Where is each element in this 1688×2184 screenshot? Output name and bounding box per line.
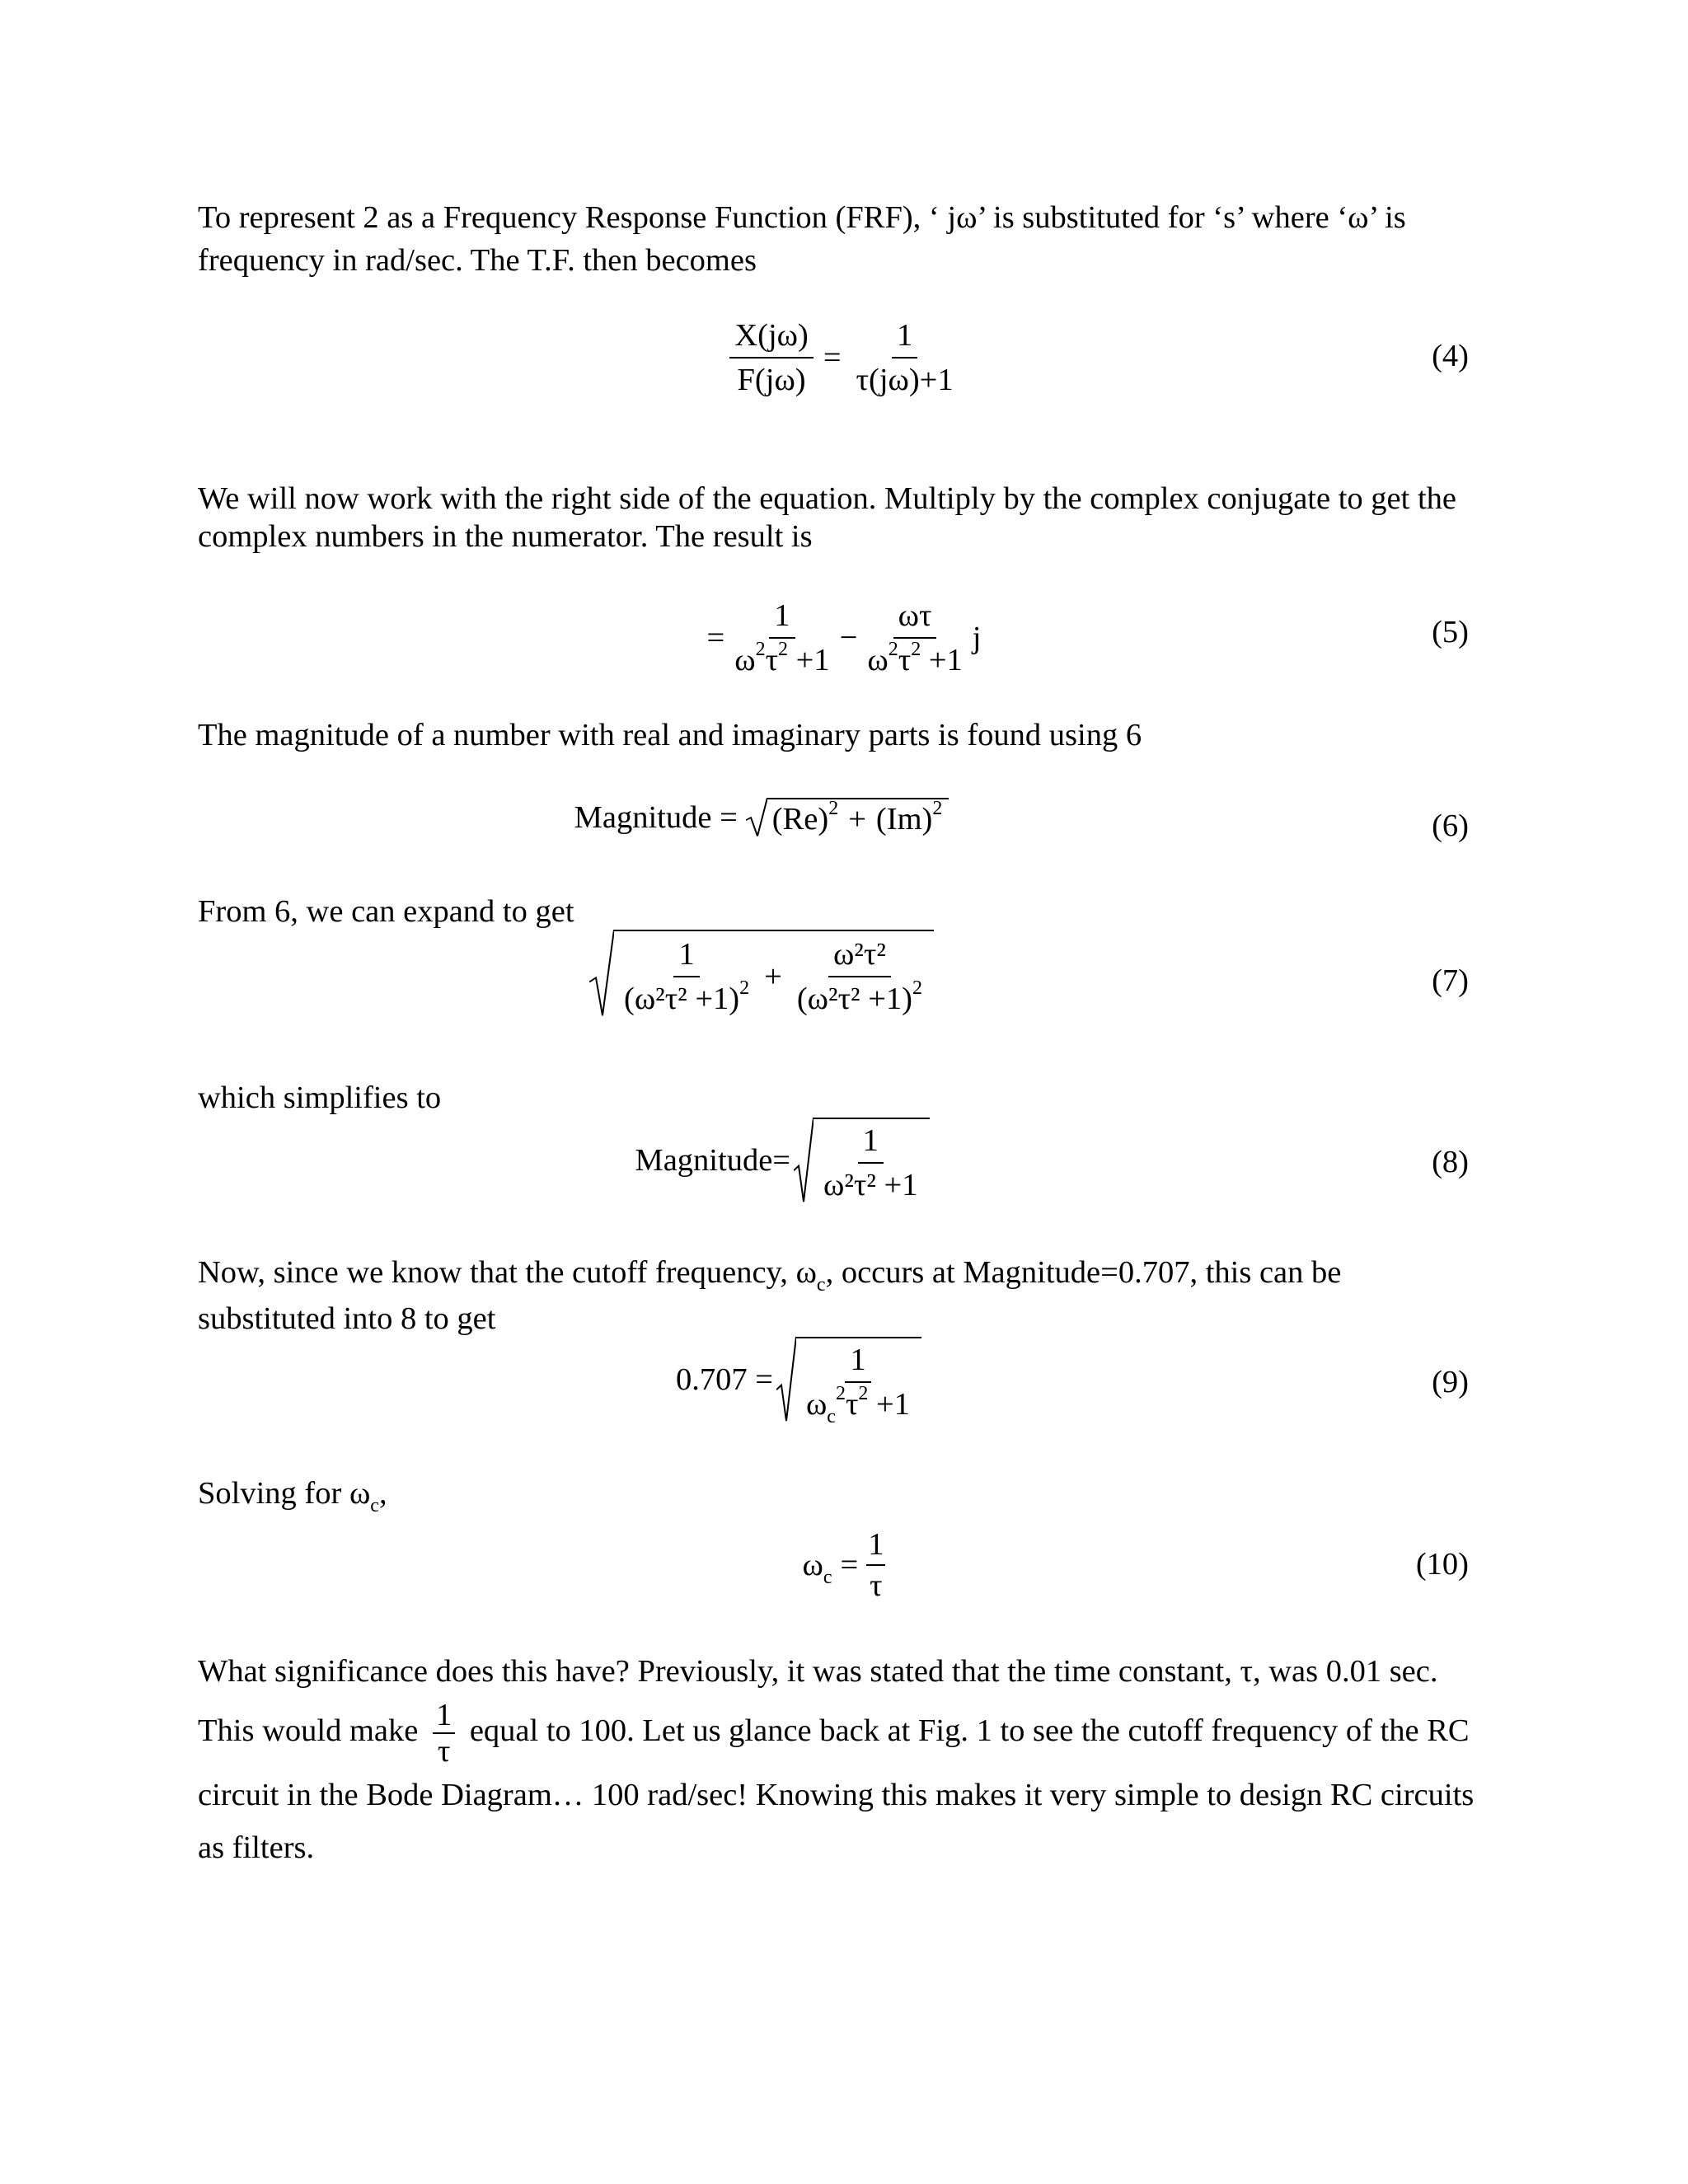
eq6-real-part: $(Re)^2$: [771, 798, 839, 837]
paragraph-solving: Solving for $\omega_c$,: [198, 1476, 387, 1516]
eq4-lhs-numerator: X(jω): [729, 317, 813, 359]
eq8-label: Magnitude=: [635, 1143, 790, 1178]
omega-symbol: ω: [734, 643, 756, 677]
eq4-rhs-numerator: 1: [892, 317, 917, 359]
radical-sign-icon: [746, 798, 767, 837]
eq4-rhs-denominator: τ(jω)+1: [856, 363, 954, 397]
tau-symbol: τ: [898, 643, 912, 677]
eq4-lhs-fraction: [729, 317, 813, 398]
equation-number-10: (10): [1415, 1547, 1469, 1582]
eq10-equals: =: [840, 1548, 859, 1582]
eq6-label: Magnitude =: [574, 800, 738, 835]
eq8-denominator: ω²τ² +1: [823, 1168, 918, 1202]
omega-c-symbol: $\omega_c$: [795, 1255, 826, 1296]
eq10-numerator: 1: [866, 1526, 885, 1566]
eq5-imag-denominator: $\omega^2\tau^2 +1$: [867, 639, 963, 677]
paragraph-cutoff-frequency: Now, since we know that the cutoff frequency, $\omega_c$, occurs at Magnitude=0.707, this can be substituted into 8 to get: [198, 1255, 1342, 1336]
paragraph-expand: From 6, we can expand to get: [198, 894, 574, 929]
eq5-imag-numerator: ωτ: [893, 598, 937, 639]
eq9-numerator: 1: [845, 1342, 870, 1383]
eq6-plus: +: [848, 802, 866, 837]
eq7-plus: +: [764, 959, 782, 994]
eq9-fraction: [801, 1342, 915, 1427]
radical-sign-icon: [794, 1118, 814, 1203]
eq5-real-denominator: $\omega^2\tau^2 +1$: [734, 639, 830, 677]
one-over-tau-fraction: $\frac{1}{\tau}$: [433, 1698, 455, 1769]
eq7-denominator-2: $(\omega^2\tau^2 +1)^2$: [796, 977, 922, 1016]
eq5-j: j: [972, 621, 982, 655]
eq9-denominator: $\omega_c^2\tau^2 +1$: [805, 1383, 911, 1427]
eq6-imag-part: $(Im)^2$: [875, 798, 943, 837]
eq7-fraction-1: [619, 936, 754, 1017]
equation-number-9: (9): [1432, 1365, 1469, 1399]
eq9-square-root: [776, 1337, 921, 1427]
eq5-equals: =: [706, 621, 725, 655]
paragraph-complex-conjugate: We will now work with the right side of the equation. Multiply by the complex conjugate to get the complex numbers in the numerator. The result is: [198, 481, 1456, 554]
eq4-lhs-denominator: F(jω): [737, 363, 806, 397]
equation-number-6: (6): [1432, 808, 1469, 843]
equation-number-4: (4): [1432, 339, 1469, 373]
paragraph-simplifies: which simplifies to: [198, 1080, 442, 1115]
eq5-minus: −: [839, 621, 858, 655]
paragraph-frf-intro: To represent 2 as a Frequency Response Function (FRF), ‘ jω’ is substituted for ‘s’ where ‘ω’ is frequency in rad/sec. The T.F. then becomes: [198, 200, 1406, 278]
eq5-fraction-imag: [862, 598, 967, 678]
eq8-fraction: [818, 1122, 923, 1203]
eq4-rhs-fraction: [851, 317, 959, 398]
eq10-denominator: τ: [870, 1568, 883, 1603]
eq7-square-root: [589, 930, 934, 1017]
tau-symbol: τ: [1240, 1654, 1253, 1689]
eq8-numerator: 1: [858, 1122, 884, 1164]
eq7-denominator-1: $(\omega^2\tau^2 +1)^2$: [624, 977, 750, 1016]
plus-one: +1: [921, 643, 963, 677]
paragraph-significance: What significance does this have? Previously, it was stated that the time constant, τ, was 0.01 sec. This would make $\frac{1}{\tau}$ equal to 100. Let us glance back at Fig. 1 to see the cutoff frequency of the RC circuit in the Bode Diagram… 100 rad/sec! Knowing this makes it very simple to design RC circuits as filters.: [198, 1654, 1475, 1865]
eq7-fraction-2: [792, 936, 927, 1017]
plus-one: +1: [788, 643, 830, 677]
tau-symbol: τ: [765, 643, 779, 677]
paragraph-magnitude-intro: The magnitude of a number with real and imaginary parts is found using 6: [198, 718, 1142, 752]
equation-number-7: (7): [1432, 963, 1469, 998]
eq8-square-root: [794, 1118, 930, 1203]
eq10-lhs: $\omega_c$: [802, 1548, 832, 1588]
radical-sign-icon: [776, 1337, 796, 1422]
equation-number-5: (5): [1432, 615, 1469, 649]
eq5-real-numerator: 1: [769, 598, 795, 639]
equation-number-8: (8): [1432, 1145, 1469, 1179]
eq7-numerator-2: ω²τ²: [828, 936, 891, 977]
eq5-fraction-real: [729, 598, 834, 678]
eq6-square-root: [746, 798, 950, 837]
radical-sign-icon: [589, 930, 614, 1017]
omega-c-symbol: $\omega_c$: [349, 1476, 379, 1516]
eq10-fraction: [866, 1526, 885, 1604]
eq4-equals: =: [823, 340, 842, 375]
omega-symbol: ω: [867, 643, 889, 677]
eq9-label: 0.707 =: [675, 1362, 773, 1397]
eq7-numerator-1: 1: [673, 936, 699, 977]
